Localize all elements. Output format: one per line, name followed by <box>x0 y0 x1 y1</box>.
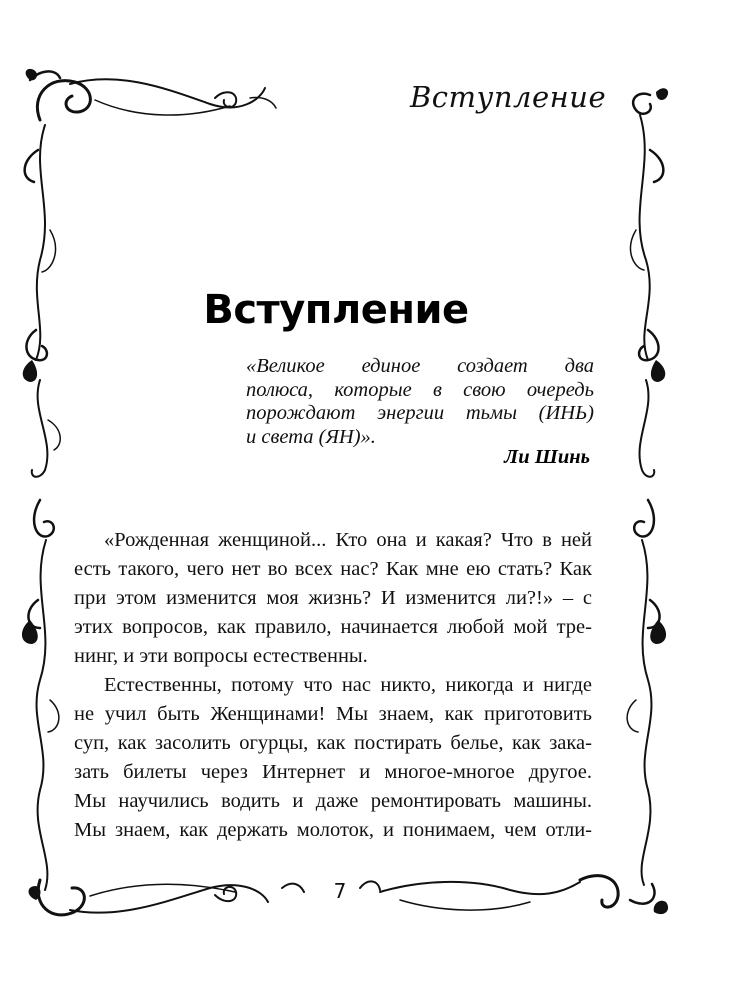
epigraph <box>246 355 594 449</box>
epigraph-line: «Великое единое создает два <box>246 355 594 377</box>
running-head: Вступление <box>410 80 607 114</box>
text-line: Мы знаем, как держать молоток, и понимаем, чем отли- <box>74 819 592 841</box>
text-line: Естественны, потому что нас никто, никогда и нигде <box>104 674 592 696</box>
paragraph <box>74 671 592 845</box>
paragraph <box>74 526 592 671</box>
page-number: 7 <box>333 879 347 903</box>
text-line: «Рожденная женщиной... Кто она и какая? Что в ней <box>104 529 592 551</box>
text-line: зать билеты через Интернет и многое-многое другое. <box>74 761 592 783</box>
text-line: Мы научились водить и даже ремонтировать машины. <box>74 790 592 812</box>
text-line: нинг, и эти вопросы естественны. <box>74 645 368 667</box>
epigraph-line: порождают энергии тьмы (ИНЬ) <box>246 402 594 424</box>
text-line: этих вопросов, как правило, начинается любой мой тре- <box>74 616 592 638</box>
body-text <box>74 526 592 845</box>
epigraph-line: полюса, которые в свою очередь <box>246 378 594 401</box>
chapter-title: Вступление <box>203 287 469 333</box>
epigraph-author: Ли Шинь <box>504 446 590 468</box>
text-line: суп, как засолить огурцы, как постирать белье, как зака- <box>74 732 592 754</box>
text-line: есть такого, чего нет во всех нас? Как мне ею стать? Как <box>74 558 592 580</box>
text-line: при этом изменится моя жизнь? И изменится ли?!» – с <box>74 587 592 609</box>
epigraph-line: и света (ЯН)». <box>246 425 376 448</box>
text-line: не учил быть Женщинами! Мы знаем, как приготовить <box>74 703 592 725</box>
